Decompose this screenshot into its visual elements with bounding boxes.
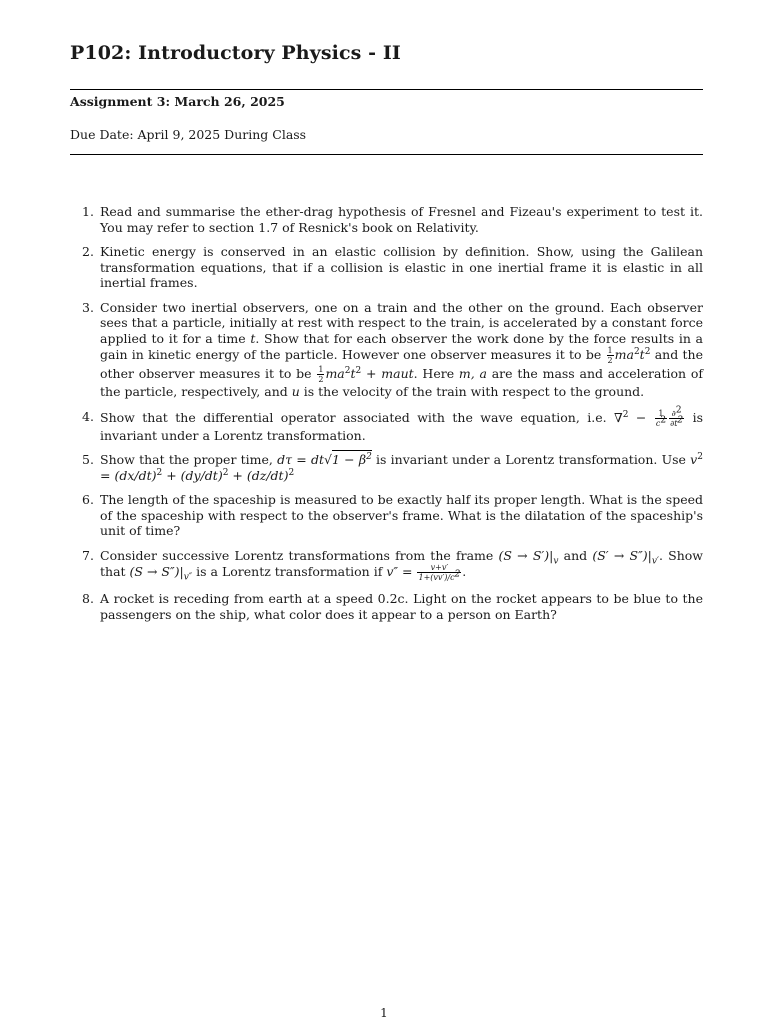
question-text: Consider successive Lorentz transformations from the frame	[100, 547, 499, 563]
math-maut: + maut	[361, 366, 414, 381]
header-top-rule	[70, 89, 703, 90]
question-5: 5. Show that the proper time, $d\tau = dt√1 - \beta^2$ is invariant under a Lorentz transformation. Use $v^2 = (dx/dt)^2 + (dy/dt)^2 + (dz/dt)^2$	[82, 451, 703, 483]
question-number: 6.	[82, 492, 94, 507]
question-text: Show that the proper time,	[100, 452, 278, 467]
math-fraction-half: $\frac{1}{2}$	[607, 346, 613, 365]
math-minus: −	[628, 409, 654, 425]
question-1	[82, 204, 703, 235]
math-u: u	[291, 384, 300, 399]
math-ma-vars: m, a	[458, 366, 487, 381]
question-text: and	[558, 547, 593, 563]
math-t: t	[250, 330, 256, 346]
math-nabla: ∇	[614, 409, 623, 425]
question-number: 4.	[82, 408, 94, 424]
question-text: Read and summarise the ether-drag hypothesis of Fresnel and Fizeau's experiment to test it. You may refer to section 1.7 of Resnick's book on Relativity.	[100, 204, 703, 235]
question-number: 1.	[82, 204, 94, 219]
question-number: 5.	[82, 452, 94, 467]
question-text: . Show that	[100, 547, 703, 579]
math-dxdt: = (dx/dt)	[100, 467, 157, 483]
question-text: Consider two inertial observers, one on a train and the other on the ground. Each observer sees that a particle, initially at rest with respect to the train, is accelerated by a constant force applied to it for a time	[100, 299, 703, 346]
question-6	[82, 492, 703, 539]
question-text: A rocket is receding from earth at a speed 0.2c. Light on the rocket appears to be blue to the passengers on the ship, what color does it appear to a person on Earth?	[100, 591, 703, 622]
question-8	[82, 591, 703, 622]
question-7: 7. Consider successive Lorentz transformations from the frame $(S \to S')|_v$ and $(S' \to S'')|_{v'}$. Show that $(S \to S'')|_{v''}$ is a Lorentz transformation if v″ = $\frac{v+v'}{1+(vv')/c^2}$ .	[82, 547, 703, 583]
question-number: 3.	[82, 299, 94, 315]
math-dzdt: + (dz/dt)	[228, 467, 289, 483]
math-t: t	[350, 366, 356, 381]
assignment-line: Assignment 3: March 26, 2025	[70, 94, 285, 109]
question-text: are the mass and acceleration of the particle, respectively, and	[100, 366, 703, 399]
math-fraction-inv-c2: $\frac{1}{c^2}$	[655, 408, 667, 428]
question-text: Show that the differential operator associated with the wave equation, i.e.	[100, 409, 615, 425]
question-4: 4. Show that the differential operator associated with the wave equation, i.e. ∇$^2$ − $\frac{1}{c^2}$ $\frac{\partial^2}{\partial t^2}$ is invariant under a Lorentz transformation.	[82, 404, 704, 443]
question-text: is invariant under a Lorentz transformation.	[100, 409, 704, 443]
page-number: 1	[380, 1006, 388, 1020]
question-3: 3. Consider two inertial observers, one on a train and the other on the ground. Each observer sees that a particle, initially at rest with respect to the train, is accelerated by a constant force applied to it for a time t. Show that for each observer the work done by the force results in a gain in kinetic energy of the particle. However one observer measures it to be $\frac{1}{2}$ $ma^2t^2$ and the other observer measures it to be $\frac{1}{2}$ $ma^2t^2$ + maut. Here m, a are the mass and acceleration of the particle, respectively, and u is the velocity of the train with respect to the ground.	[82, 299, 703, 399]
math-transform-1: (S → S′)|	[498, 547, 554, 563]
math-t: t	[639, 347, 645, 362]
math-proper-time: dτ = dt	[277, 452, 324, 467]
math-fraction-half: $\frac{1}{2}$	[318, 365, 324, 384]
math-ma: ma	[614, 347, 634, 362]
header-bottom-rule	[70, 154, 703, 155]
math-dydt: + (dy/dt)	[162, 467, 223, 483]
math-v-double-prime: v″ =	[386, 564, 413, 579]
math-transform-3: (S → S″)|	[129, 564, 184, 579]
math-fraction-d2dt2: $\frac{\partial^2}{\partial t^2}$	[670, 404, 684, 428]
question-number: 7.	[82, 547, 94, 563]
question-text: . Show that for each observer the work done by the force results in a gain in kinetic energy of the particle. However one observer measures it to be	[100, 330, 703, 362]
question-text: Kinetic energy is conserved in an elastic collision by definition. Show, using the Galilean transformation equations, that if a collision is elastic in one inertial frame it is elastic in all inertial frames.	[100, 244, 703, 290]
question-text: and the other observer measures it to be	[100, 347, 703, 381]
math-sqrt-sign: √	[324, 452, 332, 467]
question-text: is a Lorentz transformation if	[192, 564, 387, 579]
math-sqrt-body: $1 - \beta^2$	[331, 451, 372, 467]
course-title: P102: Introductory Physics - II	[70, 42, 401, 64]
question-number: 2.	[82, 244, 94, 259]
question-text: .	[462, 564, 467, 579]
question-text: The length of the spaceship is measured to be exactly half its proper length. What is the speed of the spaceship with respect to the observer's frame. What is the dilatation of the spaceship's unit of time?	[100, 492, 703, 538]
question-text: is invariant under a Lorentz transformation. Use	[371, 452, 691, 467]
question-list	[82, 204, 704, 631]
due-date-line: Due Date: April 9, 2025 During Class	[70, 127, 307, 142]
question-2	[82, 244, 703, 291]
question-text: . Here	[413, 366, 459, 381]
question-text: is the velocity of the train with respect to the ground.	[299, 384, 645, 399]
math-transform-2: (S′ → S″)|	[592, 547, 652, 563]
question-number: 8.	[82, 591, 94, 606]
math-ma: ma	[325, 366, 345, 381]
math-v: v	[690, 452, 698, 467]
math-velocity-addition-fraction: $\frac{v+v'}{1+(vv')/c^2}$	[418, 563, 461, 582]
